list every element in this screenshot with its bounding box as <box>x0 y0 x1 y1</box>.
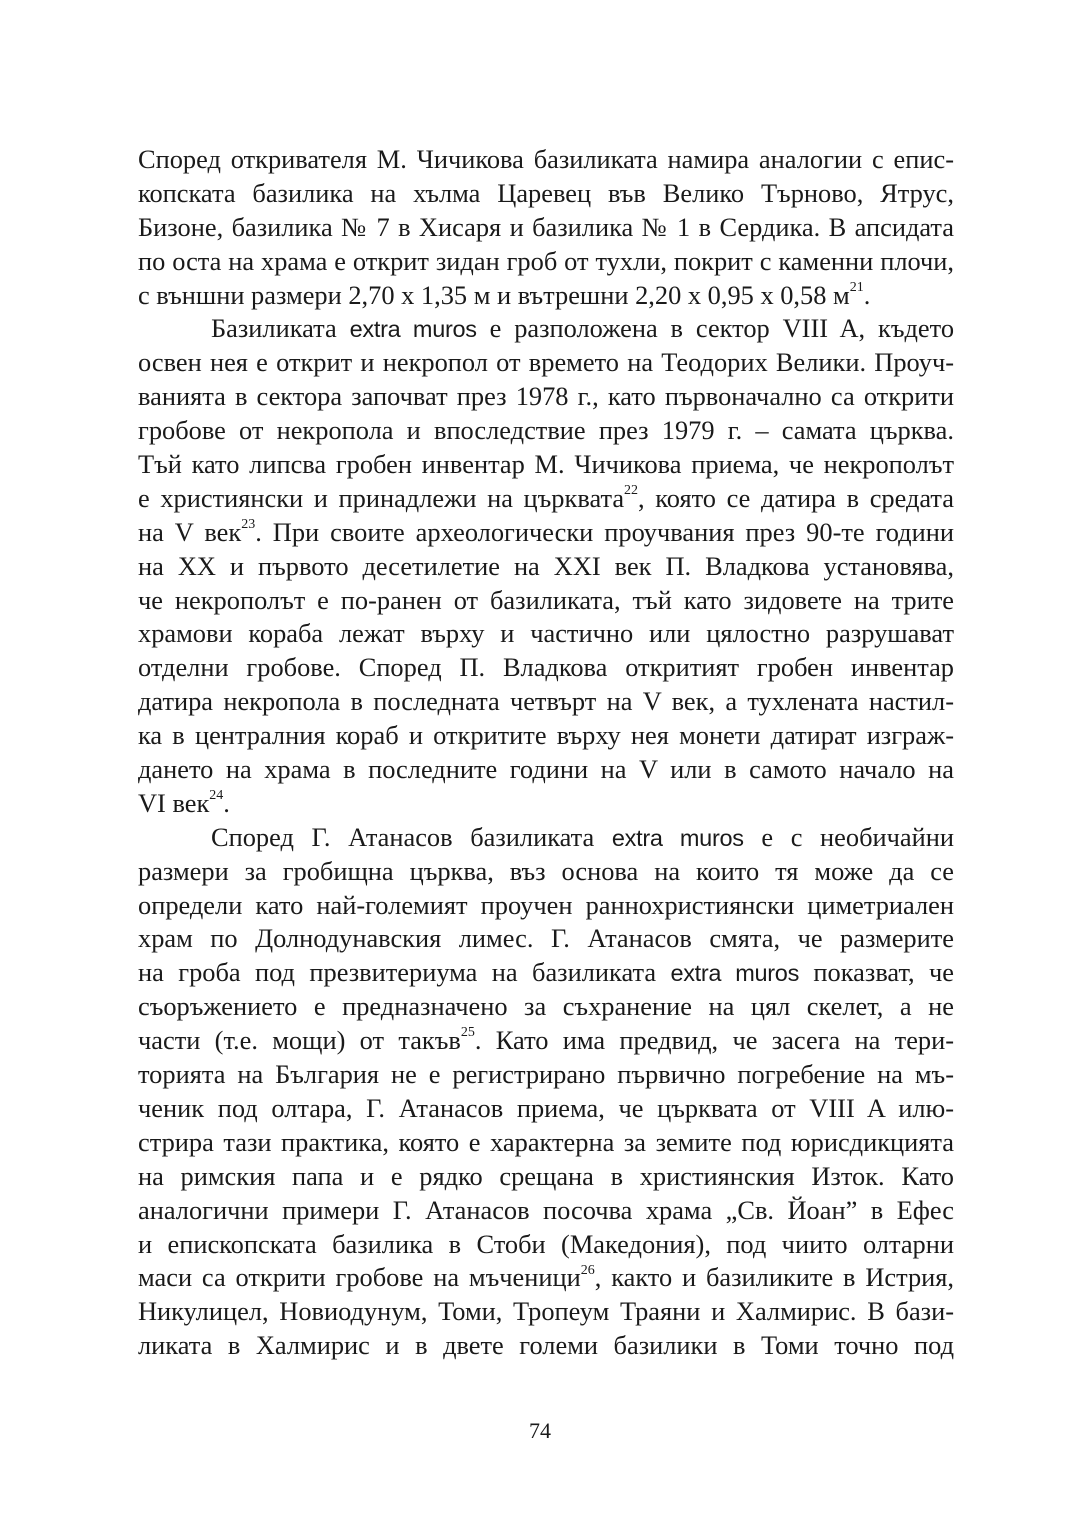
text-run: . <box>223 787 230 818</box>
page-body <box>138 143 954 1363</box>
text-run: . Като има предвид, че засега на тери- <box>474 1025 955 1056</box>
page-number: 74 <box>529 1418 551 1443</box>
text-line: освен нея е открит и некропол от времето на Теодорих Велики. Проуч- <box>138 347 954 378</box>
text-line: на XX и първото десетилетие на XXI век П. Владкова установява, <box>138 550 954 581</box>
text-line: Тъй като липсва гробен инвентар М. Чичикова приема, че некрополът <box>138 449 954 480</box>
text-run: маси са открити гробове на мъченици <box>138 1262 581 1293</box>
text-line: ченик под олтара, Г. Атанасов приема, че църквата от VIII A илю- <box>138 1092 954 1123</box>
footnote-ref-22: 22 <box>624 483 639 499</box>
text-run: показват, че <box>799 957 954 988</box>
text-run: VI век <box>138 787 210 818</box>
text-line <box>138 1261 954 1295</box>
footnote-ref-26: 26 <box>580 1262 595 1278</box>
text-line: на римския папа и е рядко срещана в християнския Изток. Като <box>138 1160 954 1191</box>
text-line: по оста на храма е открит зидан гроб от тухли, покрит с каменни плочи, <box>138 245 954 276</box>
text-line: храм по Долнодунавския лимес. Г. Атанасов смята, че размерите <box>138 923 954 954</box>
text-line: гробове от некропола и впоследствие през 1979 г. – самата църква. <box>138 415 954 446</box>
text-run: е с необичайни <box>743 821 954 852</box>
text-run: с външни размери 2,70 х 1,35 м и вътрешни 2,20 х 0,95 х 0,58 м <box>138 279 850 310</box>
text-run: . При своите археологически проучвания през 90-те години <box>255 516 954 547</box>
text-line: торията на България не е регистрирано първично погребение на мъ- <box>138 1059 954 1090</box>
text-run: на гроба под презвитериума на базиликата <box>138 957 671 988</box>
text-line <box>138 821 954 855</box>
text-line: ликата в Халмирис и в двете големи базилики в Томи точно под <box>138 1330 954 1361</box>
text-run: части (т.е. мощи) от такъв <box>138 1025 461 1056</box>
text-line <box>138 279 954 313</box>
text-line <box>138 516 954 550</box>
text-line: и епископската базилика в Стоби (Македония), под чиито олтарни <box>138 1228 954 1259</box>
text-run: е християнски и принадлежи на църквата <box>138 482 625 513</box>
text-line: отделни гробове. Според П. Владкова откритият гробен инвентар <box>138 652 954 683</box>
text-run: . <box>863 279 871 310</box>
text-line <box>138 312 954 346</box>
paragraph-1 <box>138 143 954 312</box>
footnote-ref-25: 25 <box>460 1025 475 1041</box>
text-line: ванията в сектора започват през 1978 г., като първоначално са открити <box>138 381 954 412</box>
text-line: Никулицел, Новиодунум, Томи, Тропеум Траяни и Халмирис. В бази- <box>138 1296 954 1327</box>
text-line: аналогични примери Г. Атанасов посочва храма „Св. Йоан” в Ефес <box>138 1194 954 1225</box>
text-line <box>138 956 954 990</box>
text-run: на V век <box>138 516 242 547</box>
text-line: размери за гробищна църква, въз основа на които тя може да се <box>138 855 954 886</box>
text-line <box>138 1024 954 1058</box>
text-line: Бизоне, базилика № 7 в Хисаря и базилика № 1 в Сердика. В апсидата <box>138 211 954 242</box>
paragraph-3 <box>138 821 954 1363</box>
text-line: ка в централния кораб и откритите върху нея монети датират изграж- <box>138 720 954 751</box>
text-line: съоръжението е предназначено за съхранение на цял скелет, а не <box>138 991 954 1022</box>
footnote-ref-24: 24 <box>209 788 224 804</box>
text-line: Според откривателя М. Чичикова базиликата намира аналогии с епис- <box>138 144 954 174</box>
text-line: храмови кораба лежат върху и частично или цялостно разрушават <box>138 618 954 649</box>
text-line: стрира тази практика, която е характерна за земите под юрисдикцията <box>138 1126 954 1157</box>
text-run: , както и базиликите в Истрия, <box>594 1262 954 1293</box>
text-line: определи като най-големият проучен раннохристиянски циметриален <box>138 889 954 920</box>
footnote-ref-23: 23 <box>241 517 256 532</box>
text-line: датира некропола в последната четвърт на V век, а тухлената настил- <box>138 686 954 717</box>
text-line <box>138 482 954 516</box>
text-run: Базиликата <box>211 313 350 344</box>
latin-term: extra muros <box>670 960 800 987</box>
latin-term: extra muros <box>611 824 744 851</box>
paragraph-2 <box>138 312 954 820</box>
text-run: Според Г. Атанасов базиликата <box>211 821 612 852</box>
text-line: дането на храма в последните години на V или в самото начало на <box>138 754 954 785</box>
text-line <box>138 787 954 821</box>
text-line: че некрополът е по-ранен от базиликата, тъй като зидовете на трите <box>138 584 954 615</box>
text-line: копската базилика на хълма Царевец във Велико Търново, Ятрус, <box>138 177 954 208</box>
text-run: е разположена в сектор VIII A, където <box>476 313 955 344</box>
footnote-ref-21: 21 <box>849 279 864 295</box>
latin-term: extra muros <box>349 316 477 343</box>
text-run: , която се датира в средата <box>638 482 954 513</box>
